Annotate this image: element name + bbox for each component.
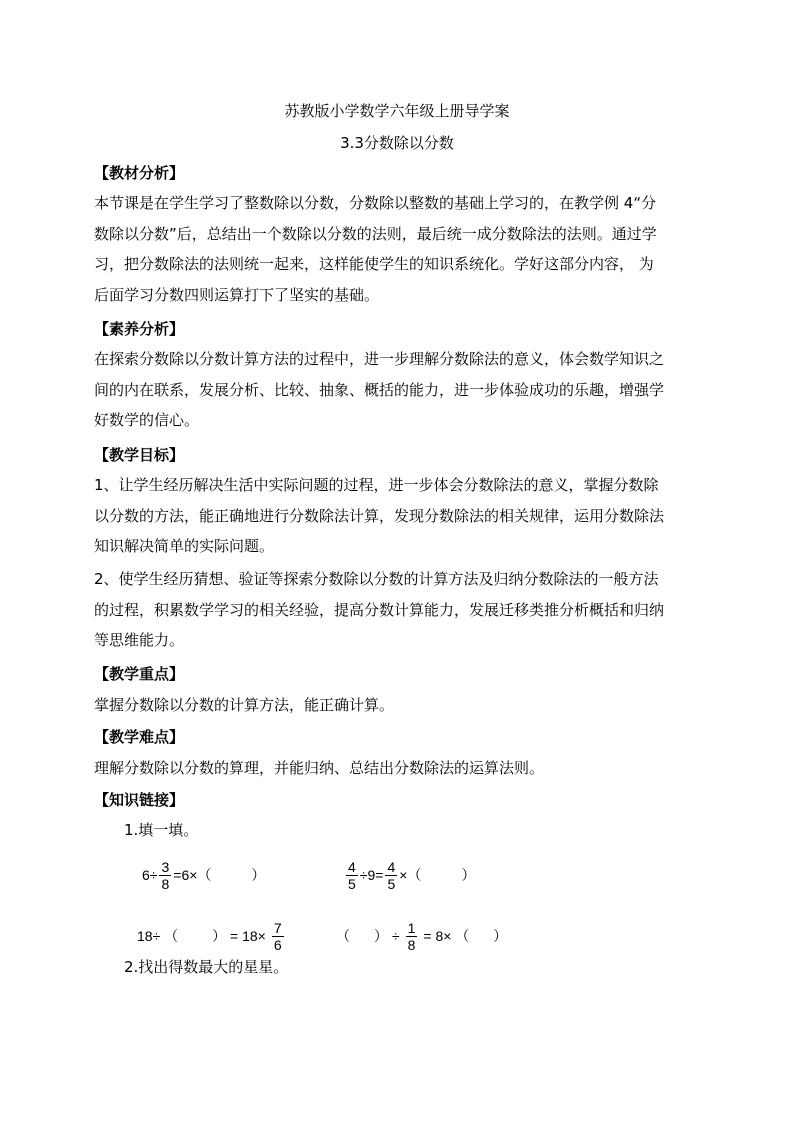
expr-text: ）	[493, 928, 508, 944]
expr-text: ÷9=	[359, 867, 384, 883]
paragraph-line: 数除以分数”后，总结出一个数除以分数的法则，最后统一成分数除法的法则。通过学	[94, 224, 657, 243]
paragraph-textbook-analysis	[94, 188, 704, 310]
denominator: 5	[387, 875, 396, 892]
numerator: 7	[273, 919, 282, 936]
paragraph-literacy-analysis	[94, 344, 704, 436]
expr-text: （	[336, 928, 350, 944]
numerator: 4	[348, 858, 356, 875]
exercise-1b	[344, 855, 475, 895]
paragraph-line: 本节课是在学生学习了整数除以分数，分数除以整数的基础上学习的，在教学例 4“分	[94, 194, 657, 212]
expr-text: ×（	[399, 867, 422, 883]
denominator: 5	[348, 875, 356, 892]
numerator: 4	[387, 858, 396, 875]
paragraph-line: 知识解决简单的实际问题。	[94, 537, 275, 555]
fraction	[159, 859, 171, 892]
exercise-2-label: 2.找出得数最大的星星。	[124, 958, 289, 976]
paragraph-line: 好数学的信心。	[94, 411, 200, 429]
paragraph-line: 1、让学生经历解决生活中实际问题的过程，进一步体会分数除法的意义，掌握分数除	[94, 476, 659, 494]
paragraph-line: 2、使学生经历猜想、验证等探索分数除以分数的计算方法及归纳分数除法的一般方法	[94, 570, 659, 588]
paragraph-key-points: 掌握分数除以分数的计算方法，能正确计算。	[94, 696, 395, 714]
fraction	[346, 859, 358, 892]
heading-teaching-goals: 【教学目标】	[94, 446, 185, 464]
fraction	[385, 859, 397, 892]
document-subtitle: 3.3分数除以分数	[340, 134, 454, 152]
exercise-1d	[336, 916, 507, 956]
paragraph-goal-2	[94, 564, 704, 656]
paragraph-goal-1	[94, 470, 704, 562]
fraction	[406, 920, 418, 953]
heading-literacy-analysis: 【素养分析】	[94, 320, 185, 338]
exercise-1c	[137, 916, 286, 956]
paragraph-line: 等思维能力。	[94, 631, 185, 649]
expr-text: 6÷	[142, 867, 158, 883]
denominator: 8	[161, 875, 170, 892]
expr-text: ） ÷	[374, 928, 400, 944]
paragraph-line: 后面学习分数四则运算打下了坚实的基础。	[94, 285, 380, 304]
numerator: 1	[407, 919, 416, 936]
fraction	[272, 920, 284, 953]
expr-text: ）	[461, 867, 476, 883]
paragraph-line: 以分数的方法，能正确地进行分数除法计算，发现分数除法的相关规律，运用分数除法	[94, 506, 665, 525]
heading-key-points: 【教学重点】	[94, 665, 185, 683]
expr-text: = 8× （	[423, 928, 470, 944]
document-title: 苏教版小学数学六年级上册导学案	[284, 102, 510, 120]
exercise-1-label: 1.填一填。	[124, 821, 199, 839]
numerator: 3	[161, 858, 170, 875]
paragraph-line: 间的内在联系，发展分析、比较、抽象、概括的能力，进一步体验成功的乐趣，增强学	[94, 380, 665, 399]
paragraph-difficulties: 理解分数除以分数的算理，并能归纳、总结出分数除法的运算法则。	[94, 759, 545, 777]
paragraph-line: 习，把分数除法的法则统一起来，这样能使学生的知识系统化。学好这部分内容， 为	[94, 255, 654, 273]
paragraph-line: 在探索分数除以分数计算方法的过程中，进一步理解分数除法的意义，体会数学知识之	[94, 350, 665, 368]
exercise-1a	[142, 855, 265, 895]
heading-difficulties: 【教学难点】	[94, 728, 185, 746]
denominator: 6	[273, 936, 282, 953]
expr-text: ） = 18×	[212, 928, 266, 944]
heading-textbook-analysis: 【教材分析】	[94, 164, 185, 182]
heading-knowledge-links: 【知识链接】	[94, 791, 185, 809]
expr-text: 18÷ （	[137, 928, 179, 944]
expr-text: ）	[251, 867, 266, 883]
expr-text: =6×（	[173, 867, 212, 883]
paragraph-line: 的过程，积累数学学习的相关经验，提高分数计算能力，发展迁移类推分析概括和归纳	[94, 600, 665, 619]
denominator: 8	[407, 936, 416, 953]
